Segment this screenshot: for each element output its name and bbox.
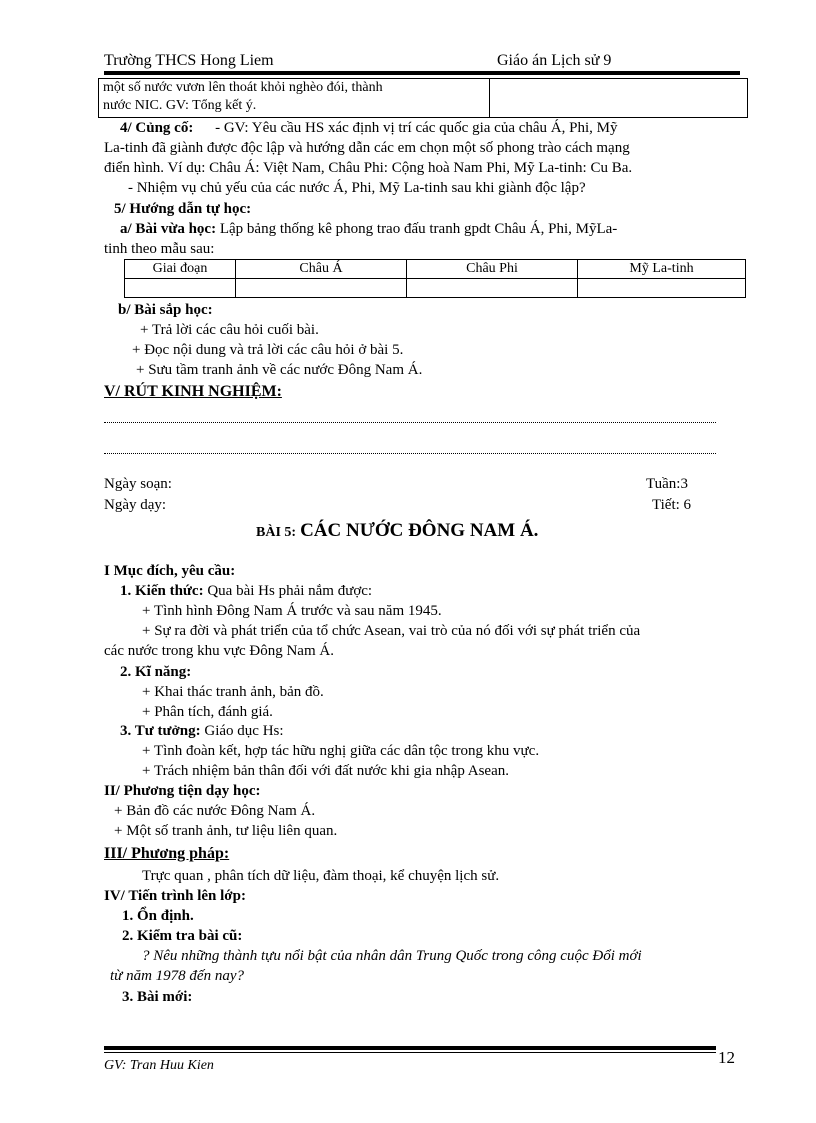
continuation-line-1: một số nước vươn lên thoát khỏi nghèo đói, thành (103, 80, 383, 95)
next-lesson-item: + Sưu tầm tranh ảnh về các nước Đông Nam Á. (136, 362, 423, 378)
section-2-title: II/ Phương tiện dạy học: (104, 783, 261, 799)
section-4-title: IV/ Tiến trình lên lớp: (104, 888, 246, 904)
next-lesson-item: + Đọc nội dung và trả lời các câu hỏi ở bài 5. (132, 342, 404, 358)
self-study-heading: 5/ Hướng dẫn tự học: (114, 201, 252, 217)
section-3-title: III/ Phương pháp: (104, 845, 230, 862)
experience-heading (104, 383, 282, 401)
header-rule (104, 71, 740, 75)
equipment-item: + Một số tranh ảnh, tư liệu liên quan. (114, 823, 338, 839)
prep-date-label: Ngày soạn: (104, 476, 172, 492)
knowledge-item: + Sự ra đời và phát triển của tổ chức Asean, vai trò của nó đối với sự phát triển của (142, 623, 641, 639)
equipment-item: + Bản đồ các nước Đông Nam Á. (114, 803, 316, 819)
subject-title: Giáo án Lịch sử 9 (497, 52, 612, 69)
section-1-title: I Mục đích, yêu cầu: (104, 563, 236, 579)
knowledge-item-cont: các nước trong khu vực Đông Nam Á. (104, 643, 334, 659)
footer-rule-thin (104, 1052, 716, 1053)
knowledge-line: 1. Kiến thức: Qua bài Hs phải nắm được: (120, 583, 373, 599)
header-africa: Châu Phi (407, 260, 578, 279)
movement-table-empty-row (125, 279, 746, 298)
header-period: Giai đoạn (125, 260, 236, 279)
consolidation-line-2: La-tinh đã giành được độc lập và hướng dẫn các em chọn một số phong trào cách mạng (104, 140, 630, 156)
skills-item: + Phân tích, đánh giá. (142, 704, 273, 720)
school-name: Trường THCS Hong Liem (104, 52, 274, 69)
movement-table (124, 259, 746, 298)
teach-date-label: Ngày dạy: (104, 497, 167, 513)
movement-table-header (125, 260, 746, 279)
consolidation-line-1: 4/ Củng cố: - GV: Yêu cầu HS xác định vị trí các quốc gia của châu Á, Phi, Mỹ (120, 120, 618, 136)
week-label: Tuần:3 (646, 476, 688, 492)
check-question-line-2: từ năm 1978 đến nay? (110, 968, 244, 984)
consolidation-line-3: điển hình. Ví dụ: Châu Á: Việt Nam, Châu Phi: Cộng hoà Nam Phi, Mỹ La-tinh: Cu Ba. (104, 160, 633, 176)
lesson-title (256, 520, 538, 542)
experience-label: V/ RÚT KINH NGHIỆM: (104, 383, 282, 400)
footer-rule (104, 1046, 716, 1050)
dotted-line (104, 453, 716, 454)
next-lesson-item: + Trả lời các câu hỏi cuối bài. (140, 322, 319, 338)
continuation-empty-cell (490, 79, 748, 118)
thought-item: + Trách nhiệm bản thân đối với đất nước khi gia nhập Asean. (142, 763, 509, 779)
thought-label: 3. Tư tưởng: (120, 723, 201, 739)
continuation-table (98, 78, 748, 118)
header-asia: Châu Á (236, 260, 407, 279)
skills-item: + Khai thác tranh ảnh, bản đồ. (142, 684, 324, 700)
check-step-label: 2. Kiểm tra bài cũ: (122, 928, 243, 944)
skills-label: 2. Kĩ năng: (120, 664, 192, 680)
self-study-a-line-2: tinh theo mẫu sau: (104, 241, 215, 257)
new-lesson-step: 3. Bài mới: (122, 989, 193, 1005)
page-number: 12 (718, 1048, 735, 1067)
self-study-a-line-1: a/ Bài vừa học: Lập bảng thống kê phong trao đấu tranh gpdt Châu Á, Phi, MỹLa- (120, 221, 618, 237)
knowledge-label: 1. Kiến thức: (120, 583, 204, 599)
check-question-line-1: ? Nêu những thành tựu nổi bật của nhân dân Trung Quốc trong công cuộc Đổi mới (142, 948, 642, 964)
header-latin-america: Mỹ La-tinh (578, 260, 746, 279)
continuation-cell (99, 79, 490, 118)
thought-line: 3. Tư tưởng: Giáo dục Hs: (120, 723, 284, 739)
lesson-prefix: BÀI 5: (256, 525, 297, 540)
self-study-a-label: a/ Bài vừa học: (120, 221, 217, 237)
knowledge-item: + Tình hình Đông Nam Á trước và sau năm 1945. (142, 603, 442, 619)
method-text: Trực quan , phân tích dữ liệu, đàm thoại, kể chuyện lịch sử. (142, 868, 500, 884)
teacher-name: GV: Tran Huu Kien (104, 1058, 214, 1073)
consolidation-label: 4/ Củng cố: (120, 120, 194, 136)
dotted-line (104, 422, 716, 423)
continuation-line-2: nước NIC. GV: Tổng kết ý. (103, 98, 257, 113)
self-study-b-label: b/ Bài sắp học: (118, 302, 213, 318)
stabilize-step: 1. Ổn định. (122, 908, 194, 924)
period-label: Tiết: 6 (652, 497, 692, 513)
lesson-name: CÁC NƯỚC ĐÔNG NAM Á. (300, 520, 539, 541)
thought-item: + Tình đoàn kết, hợp tác hữu nghị giữa các dân tộc trong khu vực. (142, 743, 540, 759)
consolidation-question: - Nhiệm vụ chủ yếu của các nước Á, Phi, Mỹ La-tinh sau khi giành độc lập? (128, 180, 586, 196)
